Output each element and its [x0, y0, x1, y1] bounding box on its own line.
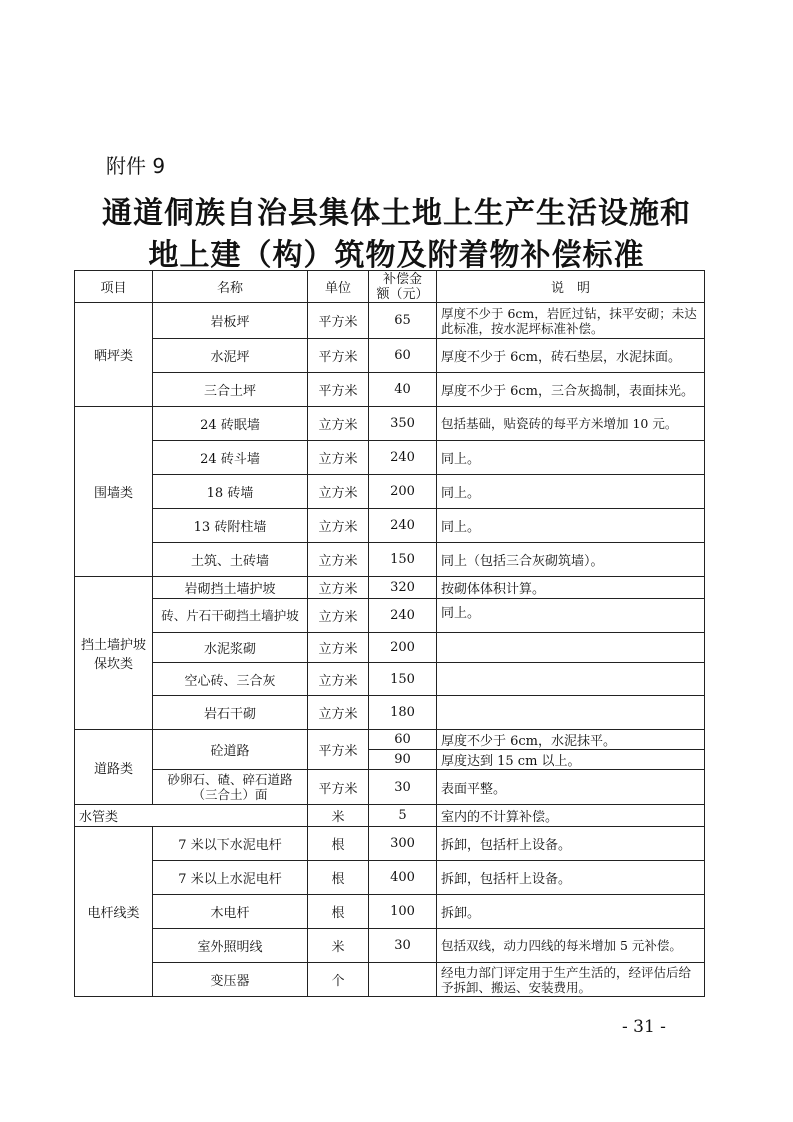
name-cell: 空心砖、三合灰: [153, 663, 308, 696]
note-cell: 包括双线，动力四线的每米增加 5 元补偿。: [437, 929, 705, 963]
name-cell: 变压器: [153, 963, 308, 997]
table-row: [75, 633, 705, 663]
attachment-label: 附件 9: [106, 154, 166, 178]
column-header-note: 说 明: [437, 271, 705, 303]
unit-cell: 立方米: [308, 696, 369, 730]
name-cell: 18 砖墙: [153, 475, 308, 509]
amount-cell: 240: [369, 441, 437, 475]
note-cell: 厚度不少于 6cm，岩匠过钻，抹平安砌；未达此标准，按水泥坪标准补偿。: [437, 303, 705, 339]
unit-cell: 个: [308, 963, 369, 997]
column-header-amount: [369, 271, 437, 303]
note-cell: [437, 663, 705, 696]
amount-cell: 100: [369, 895, 437, 929]
unit-cell: 平方米: [308, 770, 369, 805]
note-cell: 拆卸，包括杆上设备。: [437, 827, 705, 861]
table-row: [75, 475, 705, 509]
amount-cell: 65: [369, 303, 437, 339]
name-cell: 岩板坪: [153, 303, 308, 339]
page-number: - 31 -: [622, 1017, 666, 1037]
table-row: [75, 963, 705, 997]
table-row: [75, 339, 705, 373]
amount-cell: 320: [369, 577, 437, 599]
amount-cell: 90: [369, 750, 437, 770]
unit-cell: 立方米: [308, 663, 369, 696]
note-cell: 同上。: [437, 475, 705, 509]
unit-cell: 立方米: [308, 509, 369, 543]
name-cell: 7 米以上水泥电杆: [153, 861, 308, 895]
amount-cell: 150: [369, 663, 437, 696]
name-cell: 室外照明线: [153, 929, 308, 963]
unit-cell: 平方米: [308, 730, 369, 770]
table-row: [75, 861, 705, 895]
category-cell-pole: 电杆线类: [75, 827, 153, 997]
amount-cell: 60: [369, 730, 437, 750]
amount-cell: 180: [369, 696, 437, 730]
amount-cell: 30: [369, 929, 437, 963]
note-cell: 厚度不少于 6cm，砖石垫层，水泥抹面。: [437, 339, 705, 373]
name-cell: 砖、片石干砌挡土墙护坡: [153, 599, 308, 633]
unit-cell: 根: [308, 827, 369, 861]
unit-cell: 立方米: [308, 441, 369, 475]
name-cell: 木电杆: [153, 895, 308, 929]
column-header-name: 名称: [153, 271, 308, 303]
table-row: [75, 577, 705, 599]
note-cell: 厚度不少于 6cm，三合灰捣制，表面抹光。: [437, 373, 705, 407]
category-cell-pipe: 水管类: [75, 805, 308, 827]
page-title-line1: 通道侗族自治县集体土地上生产生活设施和: [102, 196, 691, 231]
amount-cell: 200: [369, 633, 437, 663]
amount-cell: 240: [369, 509, 437, 543]
column-header-amount-line2: 额（元）: [376, 286, 429, 302]
name-cell: 土筑、土砖墙: [153, 543, 308, 577]
unit-cell: 平方米: [308, 339, 369, 373]
note-cell: 拆卸。: [437, 895, 705, 929]
table-row: [75, 373, 705, 407]
note-cell: 按砌体体积计算。: [437, 577, 705, 599]
amount-cell: 60: [369, 339, 437, 373]
note-cell: 包括基础，贴瓷砖的每平方米增加 10 元。: [437, 407, 705, 441]
amount-cell: 200: [369, 475, 437, 509]
note-cell: 同上。: [437, 441, 705, 475]
table-row: [75, 663, 705, 696]
category-cell-road: 道路类: [75, 730, 153, 805]
unit-cell: 立方米: [308, 633, 369, 663]
note-cell: 厚度达到 15 cm 以上。: [437, 750, 705, 770]
table-row: [75, 929, 705, 963]
table-row: [75, 407, 705, 441]
table-row: [75, 509, 705, 543]
unit-cell: 米: [308, 805, 369, 827]
unit-cell: 根: [308, 861, 369, 895]
unit-cell: 立方米: [308, 599, 369, 633]
table-row: [75, 730, 705, 750]
table-row: [75, 441, 705, 475]
unit-cell: 立方米: [308, 577, 369, 599]
amount-cell: 5: [369, 805, 437, 827]
table-row: [75, 770, 705, 805]
amount-cell: 240: [369, 599, 437, 633]
note-cell: 表面平整。: [437, 770, 705, 805]
note-cell: 厚度不少于 6cm，水泥抹平。: [437, 730, 705, 750]
amount-cell: 40: [369, 373, 437, 407]
column-header-amount-line1: 补偿金: [382, 271, 422, 287]
name-cell: 砼道路: [153, 730, 308, 770]
column-header-unit: 单位: [308, 271, 369, 303]
unit-cell: 立方米: [308, 407, 369, 441]
table-row: [75, 696, 705, 730]
table-header-row: [75, 271, 705, 303]
note-cell: 同上。: [437, 509, 705, 543]
table-row: [75, 543, 705, 577]
compensation-table: [74, 270, 705, 997]
name-cell: 13 砖附柱墙: [153, 509, 308, 543]
name-cell: 7 米以下水泥电杆: [153, 827, 308, 861]
amount-cell: 150: [369, 543, 437, 577]
name-cell: 岩砌挡土墙护坡: [153, 577, 308, 599]
unit-cell: 米: [308, 929, 369, 963]
category-cell-retaining: 挡土墙护坡保坎类: [75, 577, 153, 730]
table-row: [75, 303, 705, 339]
amount-cell: 30: [369, 770, 437, 805]
name-cell: 岩石干砌: [153, 696, 308, 730]
unit-cell: 平方米: [308, 373, 369, 407]
unit-cell: 根: [308, 895, 369, 929]
table-row: [75, 805, 705, 827]
unit-cell: 立方米: [308, 543, 369, 577]
unit-cell: 平方米: [308, 303, 369, 339]
category-cell-drying: 晒坪类: [75, 303, 153, 407]
column-header-item: 项目: [75, 271, 153, 303]
category-cell-wall: 围墙类: [75, 407, 153, 577]
note-cell: [437, 696, 705, 730]
amount-cell: [369, 963, 437, 997]
table-row: [75, 895, 705, 929]
note-cell: 拆卸，包括杆上设备。: [437, 861, 705, 895]
unit-cell: 立方米: [308, 475, 369, 509]
name-cell: 24 砖眠墙: [153, 407, 308, 441]
note-cell: 室内的不计算补偿。: [437, 805, 705, 827]
name-cell: 水泥浆砌: [153, 633, 308, 663]
amount-cell: 400: [369, 861, 437, 895]
table-row: [75, 827, 705, 861]
amount-cell: 350: [369, 407, 437, 441]
note-cell: 同上。: [437, 599, 705, 633]
name-cell: 水泥坪: [153, 339, 308, 373]
name-cell: 三合土坪: [153, 373, 308, 407]
note-cell: [437, 633, 705, 663]
name-cell: 24 砖斗墙: [153, 441, 308, 475]
note-cell: 经电力部门评定用于生产生活的，经评估后给予拆卸、搬运、安装费用。: [437, 963, 705, 997]
page-title-line2: 地上建（构）筑物及附着物补偿标准: [148, 238, 645, 273]
amount-cell: 300: [369, 827, 437, 861]
table-row: [75, 599, 705, 633]
note-cell: 同上（包括三合灰砌筑墙）。: [437, 543, 705, 577]
name-cell: 砂卵石、碴、碎石道路（三合土）面: [153, 770, 308, 805]
